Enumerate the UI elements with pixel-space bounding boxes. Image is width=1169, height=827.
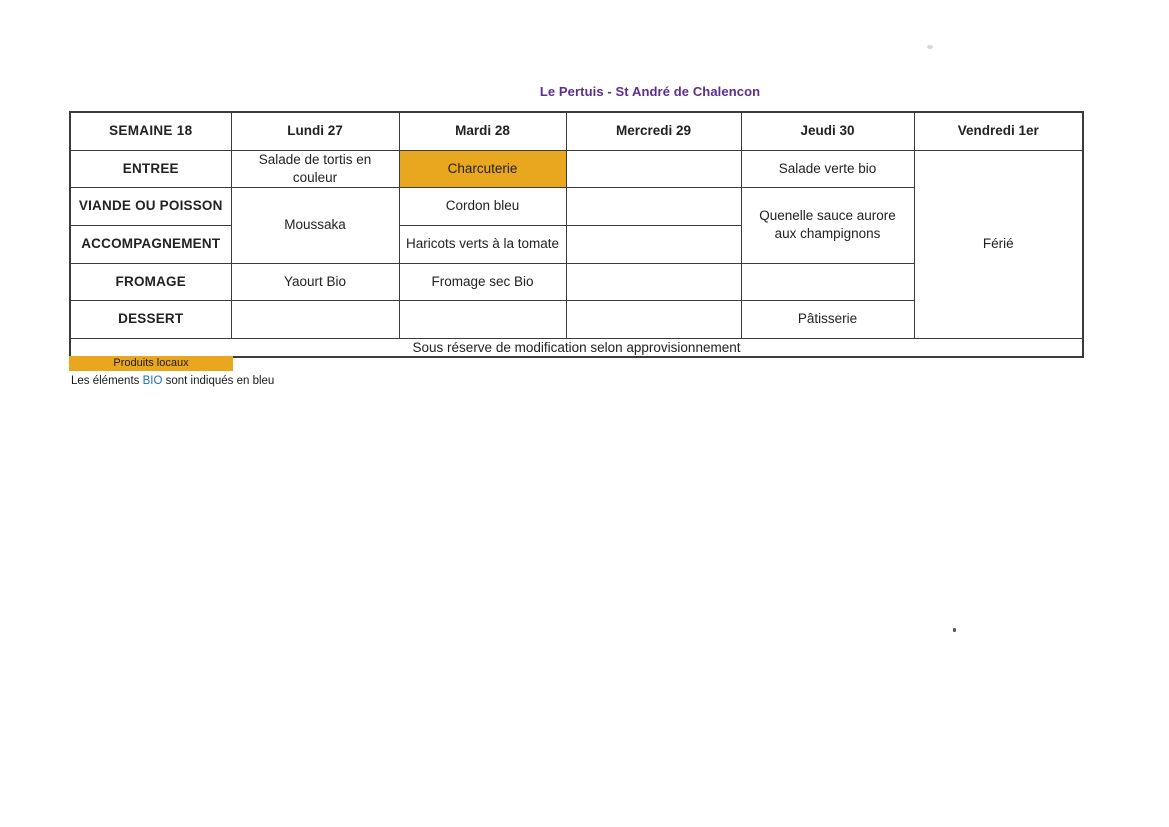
cell-entree-jeudi-bio: Salade verte bio [741, 150, 914, 187]
cell-dessert-mardi [399, 300, 566, 338]
cell-accomp-mardi: Haricots verts à la tomate [399, 225, 566, 263]
cell-fromage-jeudi [741, 263, 914, 300]
footer-row [70, 338, 1083, 357]
footer-disclaimer: Sous réserve de modification selon approvisionnement [70, 338, 1083, 357]
cell-entree-mercredi [566, 150, 741, 187]
legend-bio-note [71, 375, 274, 387]
cell-entree-lundi: Salade de tortis en couleur [231, 150, 399, 187]
cell-entree-mardi-local-product: Charcuterie [399, 150, 566, 187]
day-header-mercredi: Mercredi 29 [566, 112, 741, 150]
scan-artifact-speck-bottom [953, 628, 956, 632]
row-label-viande-ou-poisson: VIANDE OU POISSON [70, 187, 231, 225]
cell-accomp-mercredi [566, 225, 741, 263]
header-row [70, 112, 1083, 150]
legend-bio-note-suffix: sont indiqués en bleu [162, 375, 275, 387]
cell-fromage-lundi-bio: Yaourt Bio [231, 263, 399, 300]
legend-local-products-swatch: Produits locaux [69, 356, 233, 371]
cell-dessert-jeudi: Pâtisserie [741, 300, 914, 338]
weekly-menu-table [69, 111, 1084, 358]
week-header: SEMAINE 18 [70, 112, 231, 150]
scan-artifact-speck-top [927, 45, 933, 49]
cell-dessert-mercredi [566, 300, 741, 338]
day-header-vendredi: Vendredi 1er [914, 112, 1083, 150]
row-label-accompagnement: ACCOMPAGNEMENT [70, 225, 231, 263]
cell-dessert-lundi [231, 300, 399, 338]
cell-viande-mercredi [566, 187, 741, 225]
document-title: Le Pertuis - St André de Chalencon [539, 84, 761, 99]
cell-fromage-mercredi [566, 263, 741, 300]
day-header-lundi: Lundi 27 [231, 112, 399, 150]
cell-fromage-mardi-bio: Fromage sec Bio [399, 263, 566, 300]
row-label-dessert: DESSERT [70, 300, 231, 338]
cell-viande-accomp-jeudi-merged: Quenelle sauce aurore aux champignons [741, 187, 914, 263]
row-entree [70, 150, 1083, 187]
cell-vendredi-ferie: Férié [914, 150, 1083, 338]
day-header-mardi: Mardi 28 [399, 112, 566, 150]
legend-bio-note-prefix: Les éléments [71, 375, 143, 387]
row-label-entree: ENTREE [70, 150, 231, 187]
legend-bio-word: BIO [142, 375, 163, 387]
cell-viande-accomp-lundi-merged: Moussaka [231, 187, 399, 263]
cell-viande-mardi: Cordon bleu [399, 187, 566, 225]
row-label-fromage: FROMAGE [70, 263, 231, 300]
day-header-jeudi: Jeudi 30 [741, 112, 914, 150]
